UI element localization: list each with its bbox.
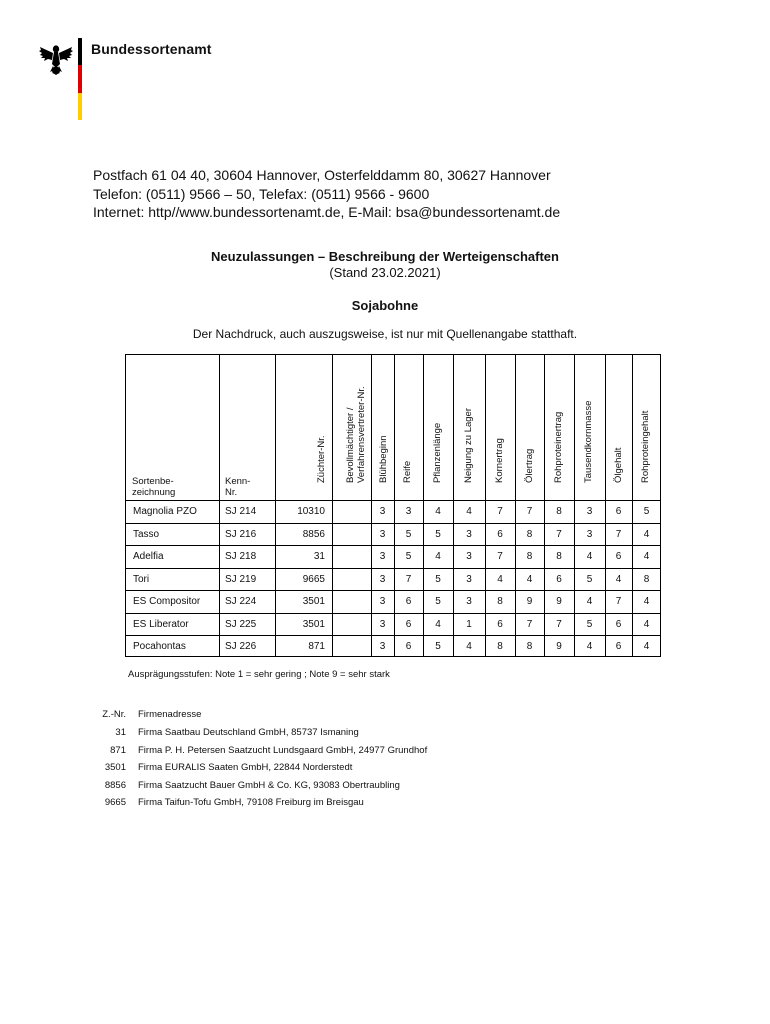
cell-zuechter-nr: 871 <box>308 641 325 652</box>
cell-kenn-nr: SJ 219 <box>225 573 257 585</box>
cell-score: 3 <box>466 528 472 540</box>
vertical-header-text: Züchter-Nr. <box>316 435 327 483</box>
cell-score: 6 <box>497 528 503 540</box>
cell-zuechter-nr: 10310 <box>297 506 325 517</box>
cell-score: 4 <box>643 618 650 630</box>
cell-score: 7 <box>526 618 533 630</box>
cell-zuechter-nr: 8856 <box>302 528 325 540</box>
cell-variety-name: Adelfia <box>133 551 164 562</box>
firm-address: Firma Saatzucht Bauer GmbH & Co. KG, 93083 Obertraubling <box>138 779 400 791</box>
cell-score: 4 <box>526 573 533 585</box>
document-date: (Stand 23.02.2021) <box>329 265 441 280</box>
table-row-divider <box>126 523 660 524</box>
firm-nr: 9665 <box>104 797 126 808</box>
cell-zuechter-nr: 31 <box>313 551 325 562</box>
cell-score: 6 <box>405 618 412 630</box>
cell-score: 3 <box>379 618 386 630</box>
firm-nr: 871 <box>110 744 126 756</box>
firm-nr: 3501 <box>104 762 126 773</box>
cell-score: 4 <box>435 506 441 517</box>
cell-variety-name: ES Compositor <box>133 596 201 607</box>
cell-score: 8 <box>556 551 562 562</box>
cell-score: 3 <box>466 551 472 562</box>
cell-score: 3 <box>586 506 593 517</box>
cell-score: 6 <box>405 596 412 607</box>
cell-kenn-nr: SJ 214 <box>225 506 257 517</box>
firm-address: Firma Taifun-Tofu GmbH, 79108 Freiburg im Breisgau <box>138 797 364 808</box>
firm-address: Firma Saatbau Deutschland GmbH, 85737 Ismaning <box>138 727 359 738</box>
cell-score: 6 <box>615 618 622 630</box>
cell-variety-name: Magnolia PZO <box>133 506 197 517</box>
table-row-divider <box>126 613 660 614</box>
cell-score: 4 <box>586 641 593 652</box>
vertical-header-text: Blühbeginn <box>378 435 389 483</box>
cell-score: 3 <box>379 641 386 652</box>
vertical-header-text: Rohproteinertrag <box>553 411 564 483</box>
cell-score: 4 <box>435 551 441 562</box>
cell-score: 8 <box>497 641 503 652</box>
cell-kenn-nr: SJ 216 <box>225 528 257 540</box>
firm-nr: 31 <box>115 727 126 738</box>
federal-eagle-icon <box>38 40 74 76</box>
cell-variety-name: Tasso <box>133 528 160 540</box>
cell-score: 5 <box>435 573 441 585</box>
cell-score: 5 <box>586 618 593 630</box>
document-title: Neuzulassungen – Beschreibung der Werteigenschaften <box>211 249 559 264</box>
table-row-divider <box>126 500 660 501</box>
cell-score: 4 <box>643 551 650 562</box>
cell-score: 6 <box>615 506 622 517</box>
cell-score: 3 <box>379 551 386 562</box>
crop-heading: Sojabohne <box>351 298 419 313</box>
cell-score: 4 <box>643 528 650 540</box>
cell-score: 6 <box>405 641 412 652</box>
address-block <box>93 166 560 222</box>
cell-score: 9 <box>526 596 533 607</box>
vertical-header-text: Ölgehalt <box>613 447 624 483</box>
cell-score: 5 <box>586 573 593 585</box>
cell-score: 4 <box>586 551 593 562</box>
cell-score: 8 <box>526 551 533 562</box>
firm-header-nr: Z.-Nr. <box>102 709 126 720</box>
cell-score: 3 <box>405 506 412 517</box>
cell-score: 6 <box>615 551 622 562</box>
address-internet: Internet: http//www.bundessortenamt.de, E-Mail: bsa@bundessortenamt.de <box>93 204 561 220</box>
cell-score: 5 <box>405 551 412 562</box>
vertical-header-text: Rohproteingehalt <box>640 410 651 483</box>
cell-score: 8 <box>556 506 562 517</box>
header-text: Sortenbe- <box>132 476 174 487</box>
flag-stripe-gold <box>78 93 82 120</box>
cell-score: 6 <box>615 641 622 652</box>
cell-score: 7 <box>497 506 503 517</box>
header-text: zeichnung <box>132 487 176 498</box>
table-column-divider <box>332 355 333 656</box>
cell-score: 4 <box>643 641 650 652</box>
cell-variety-name: ES Liberator <box>133 618 189 630</box>
cell-score: 7 <box>615 596 622 607</box>
cell-zuechter-nr: 3501 <box>302 618 325 630</box>
firm-nr: 8856 <box>104 779 126 791</box>
organization-name: Bundessortenamt <box>91 41 212 57</box>
cell-score: 4 <box>586 596 593 607</box>
header-sortenbezeichnung <box>132 476 175 498</box>
cell-score: 5 <box>435 641 441 652</box>
cell-score: 5 <box>435 528 441 540</box>
cell-score: 3 <box>379 573 386 585</box>
cell-kenn-nr: SJ 226 <box>225 641 257 652</box>
vertical-header-text: Tausendkornmasse <box>583 400 594 483</box>
reprint-note: Der Nachdruck, auch auszugsweise, ist nur mit Quellenangabe statthaft. <box>192 327 578 341</box>
cell-score: 5 <box>435 596 441 607</box>
legend-note: Ausprägungsstufen: Note 1 = sehr gering ; Note 9 = sehr stark <box>128 669 390 680</box>
firm-address: Firma EURALIS Saaten GmbH, 22844 Norderstedt <box>138 762 353 773</box>
cell-score: 8 <box>526 641 533 652</box>
address-postal: Postfach 61 04 40, 30604 Hannover, Osterfelddamm 80, 30627 Hannover <box>93 167 551 183</box>
variety-table <box>125 354 661 657</box>
cell-score: 5 <box>643 506 650 517</box>
cell-kenn-nr: SJ 225 <box>225 618 257 630</box>
firm-header-name: Firmenadresse <box>138 709 202 720</box>
cell-score: 7 <box>556 528 562 540</box>
vertical-header-text: Bevollmächtigter / <box>345 407 356 483</box>
table-row-divider <box>126 590 660 591</box>
table-row-divider <box>126 545 660 546</box>
cell-score: 7 <box>526 506 533 517</box>
cell-score: 3 <box>379 528 386 540</box>
header-text: Kenn- <box>225 476 251 487</box>
cell-kenn-nr: SJ 218 <box>225 551 257 562</box>
cell-score: 4 <box>435 618 441 630</box>
vertical-header-text: Reife <box>402 460 413 483</box>
cell-score: 7 <box>615 528 622 540</box>
table-column-divider <box>219 355 220 656</box>
cell-score: 9 <box>556 641 562 652</box>
cell-score: 7 <box>497 551 503 562</box>
cell-score: 8 <box>497 596 503 607</box>
cell-score: 5 <box>405 528 412 540</box>
header-kenn-nr <box>225 476 250 498</box>
cell-score: 3 <box>466 596 472 607</box>
cell-score: 9 <box>556 596 562 607</box>
vertical-header-text: Verfahrensvertreter-Nr. <box>356 386 367 483</box>
cell-score: 3 <box>379 596 386 607</box>
cell-variety-name: Pocahontas <box>133 641 186 652</box>
cell-score: 4 <box>497 573 503 585</box>
cell-score: 7 <box>405 573 412 585</box>
table-row-divider <box>126 568 660 569</box>
cell-kenn-nr: SJ 224 <box>225 596 257 607</box>
cell-score: 3 <box>379 506 386 517</box>
vertical-header-text: Neigung zu Lager <box>463 408 474 483</box>
cell-zuechter-nr: 3501 <box>302 596 325 607</box>
cell-score: 4 <box>466 506 472 517</box>
flag-bar <box>78 38 82 120</box>
cell-score: 1 <box>466 618 472 630</box>
table-column-divider <box>275 355 276 656</box>
cell-score: 4 <box>643 596 650 607</box>
cell-score: 8 <box>643 573 650 585</box>
flag-stripe-black <box>78 38 82 65</box>
cell-variety-name: Tori <box>133 573 150 585</box>
cell-score: 4 <box>615 573 622 585</box>
cell-score: 8 <box>526 528 533 540</box>
cell-score: 7 <box>556 618 562 630</box>
header-text: Nr. <box>225 487 238 498</box>
vertical-header-text: Ölertrag <box>524 448 535 483</box>
vertical-header-text: Kornertrag <box>494 438 505 483</box>
cell-score: 3 <box>466 573 472 585</box>
flag-stripe-red <box>78 65 82 92</box>
table-row-divider <box>126 635 660 636</box>
cell-zuechter-nr: 9665 <box>302 573 325 585</box>
address-phone: Telefon: (0511) 9566 – 50, Telefax: (0511) 9566 - 9600 <box>93 185 430 202</box>
cell-score: 3 <box>586 528 593 540</box>
cell-score: 4 <box>466 641 472 652</box>
letterhead <box>38 38 238 122</box>
firm-address: Firma P. H. Petersen Saatzucht Lundsgaard GmbH, 24977 Grundhof <box>138 744 428 756</box>
cell-score: 6 <box>497 618 503 630</box>
vertical-header-text: Pflanzenlänge <box>432 422 443 483</box>
cell-score: 6 <box>556 573 562 585</box>
